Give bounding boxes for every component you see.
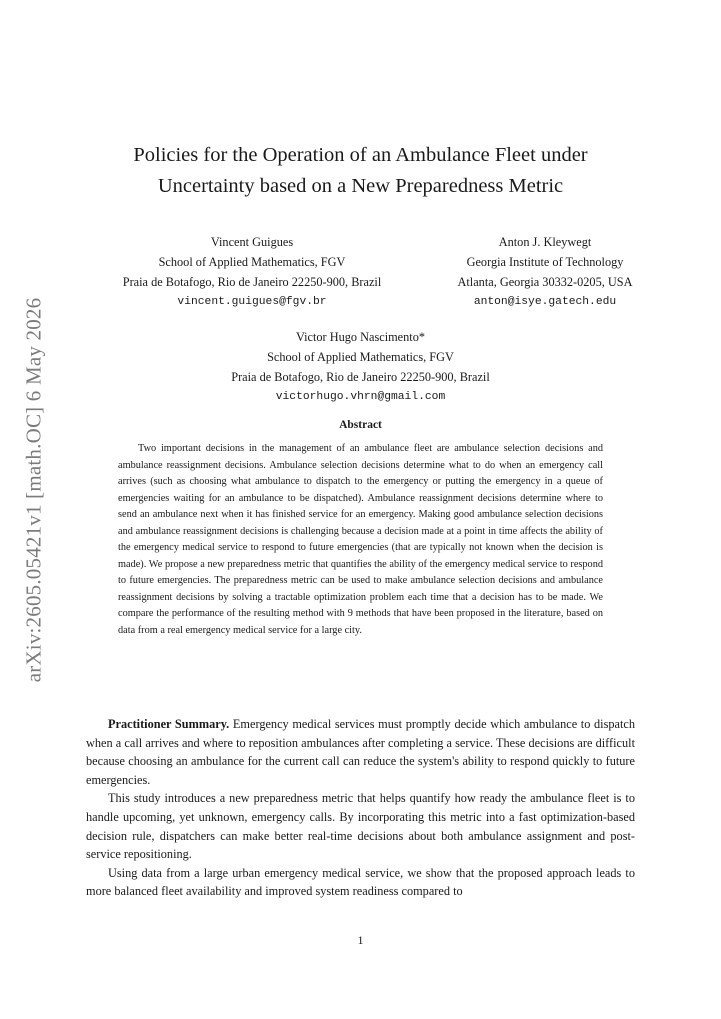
author-name: Vincent Guigues [210, 235, 294, 249]
author-address: Atlanta, Georgia 30332-0205, USA [457, 275, 633, 289]
author-name: Victor Hugo Nascimento* [295, 330, 426, 344]
practitioner-summary [86, 715, 635, 901]
summary-heading: Practitioner Summary. [108, 717, 230, 731]
author-email: vincent.guigues@fgv.br [177, 296, 327, 308]
arxiv-sidebar [14, 280, 54, 700]
arxiv-identifier: arXiv:2605.05421v1 [math.OC] 6 May 2026 [21, 297, 46, 683]
summary-paragraph-3: Using data from a large urban emergency medical service, we show that the proposed approach leads to more balanced fleet availability and improved system readiness compared to [86, 865, 635, 899]
author-affiliation: School of Applied Mathematics, FGV [158, 255, 346, 269]
author-block-guigues [95, 232, 409, 312]
abstract-heading: Abstract [339, 419, 382, 431]
author-address: Praia de Botafogo, Rio de Janeiro 22250-900, Brazil [231, 370, 490, 384]
summary-text-1: Emergency medical services must promptly decide which ambulance to dispatch when a call arrives and where to reposition ambulances after completing a service. These decisions are difficult because choosing an ambulance for the current call can reduce the system's ability to respond quickly to future emergencies. [86, 717, 636, 787]
title-line-1: Policies for the Operation of an Ambulance Fleet under [133, 144, 588, 166]
author-block-kleywegt [440, 232, 650, 312]
paper-title [100, 140, 621, 202]
title-line-2: Uncertainty based on a New Preparedness Metric [157, 175, 564, 197]
summary-paragraph-2: This study introduces a new preparedness metric that helps quantify how ready the ambulance fleet is to handle upcoming, yet unknown, emergency calls. By incorporating this metric into a fast optimization-based decision rule, dispatchers can make better real-time decisions about both ambulance assignment and post-service repositioning. [86, 791, 635, 862]
author-affiliation: Georgia Institute of Technology [466, 255, 624, 269]
author-email: victorhugo.vhrn@gmail.com [275, 391, 446, 403]
author-address: Praia de Botafogo, Rio de Janeiro 22250-900, Brazil [122, 275, 382, 289]
summary-paragraph-1 [86, 715, 635, 789]
author-name: Anton J. Kleywegt [498, 235, 592, 249]
abstract-text: Two important decisions in the management of an ambulance fleet are ambulance selection decisions and ambulance reassignment decisions. Ambulance selection decisions determine what to do when an emergency call arrives (such as choosing what ambulance to dispatch to the emergency or putting the emergency in a queue of emergencies waiting for an ambulance to be dispatched). Ambulance reassignment decisions determine where to send an ambulance next when it has finished service for an emergency. Making good ambulance selection decisions and ambulance reassignment decisions is challenging because a decision made at a point in time affects the ability of the emergency medical service to respond to future emergencies (that are typically not known when the decision is made). We propose a new preparedness metric that quantifies the ability of the emergency medical service to respond to future emergencies. The preparedness metric can be used to make ambulance selection decisions and ambulance reassignment decisions by solving a tractable optimization problem each time that a decision has to be made. We compare the performance of the resulting method with 9 methods that have been proposed in the literature, based on data from a real emergency medical service for a large city. [118, 443, 603, 636]
author-affiliation: School of Applied Mathematics, FGV [267, 350, 454, 364]
author-email: anton@isye.gatech.edu [473, 296, 617, 308]
author-block-nascimento [200, 327, 521, 407]
page-number: 1 [357, 933, 364, 947]
